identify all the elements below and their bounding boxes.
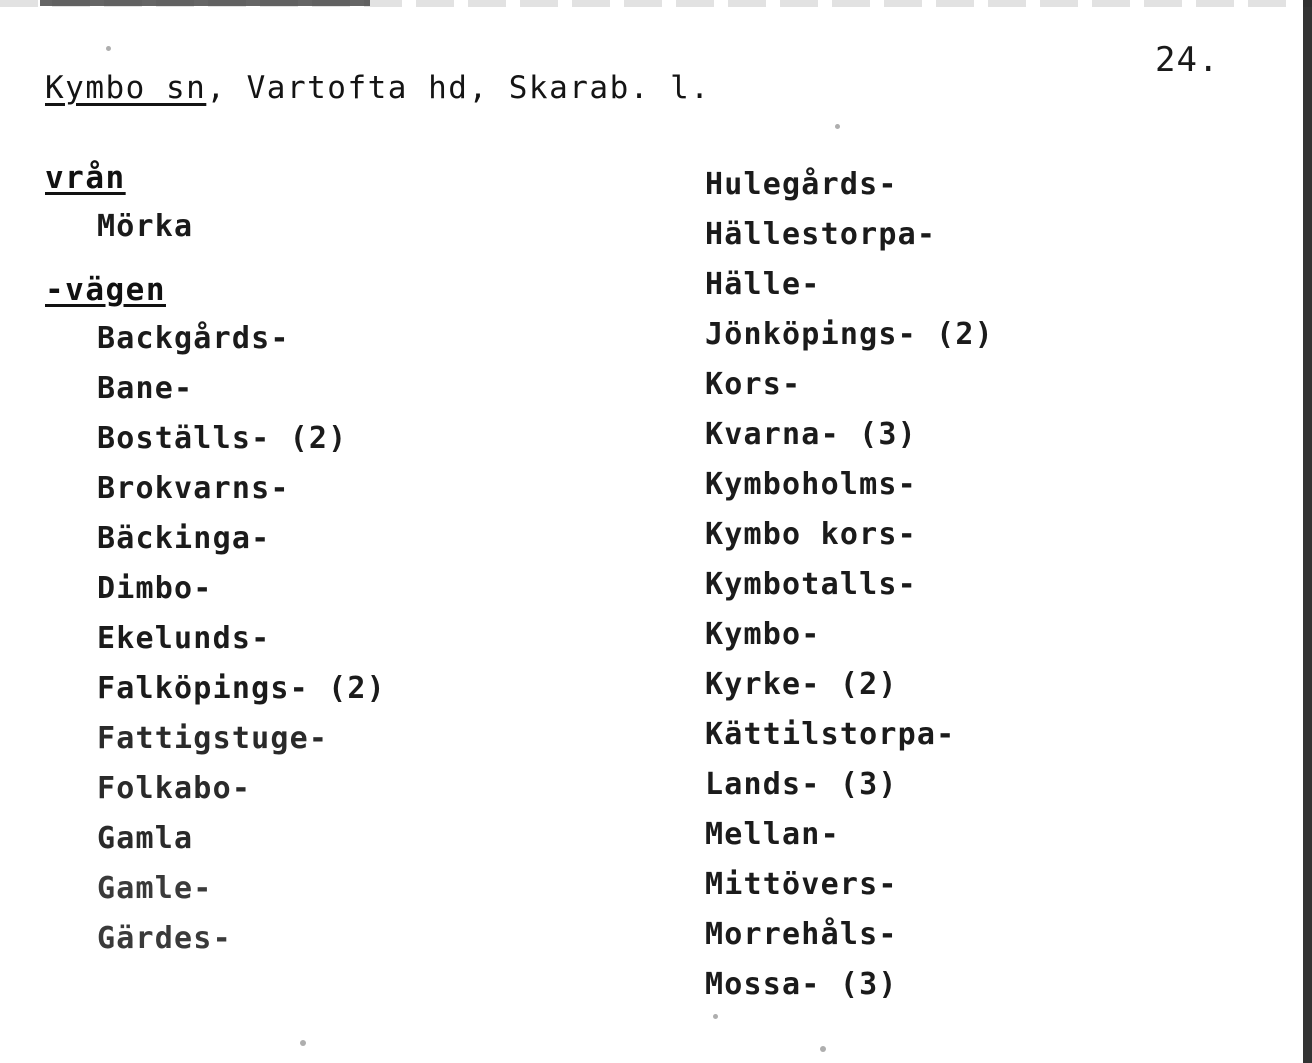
scan-speck bbox=[713, 1014, 718, 1019]
list-item: Kymboholms- bbox=[705, 467, 917, 502]
list-item: Mittövers- bbox=[705, 867, 898, 902]
list-item: Kättilstorpa- bbox=[705, 717, 956, 752]
scan-speck bbox=[106, 46, 111, 51]
page-title-rest: , Vartofta hd, Skarab. l. bbox=[206, 70, 711, 106]
scan-edge-right-inner-artifact bbox=[1297, 0, 1303, 1063]
list-item: Mörka bbox=[97, 209, 194, 244]
list-item: Kyrke- (2) bbox=[705, 667, 898, 702]
list-item: Fattigstuge- bbox=[97, 721, 329, 756]
list-item: Brokvarns- bbox=[97, 471, 290, 506]
entry-list-vagen-continued bbox=[705, 160, 1265, 1010]
entry-list-vran bbox=[45, 202, 705, 252]
list-item: Morrehåls- bbox=[705, 917, 898, 952]
list-item: Kymbotalls- bbox=[705, 567, 917, 602]
list-item: Hälle- bbox=[705, 267, 821, 302]
list-item: Folkabo- bbox=[97, 771, 252, 806]
list-item: Falköpings- (2) bbox=[97, 671, 386, 706]
group-vagen bbox=[45, 272, 705, 964]
group-title-vagen: -vägen bbox=[45, 272, 166, 308]
list-item: Dimbo- bbox=[97, 571, 213, 606]
list-item: Hällestorpa- bbox=[705, 217, 937, 252]
list-item: Kvarna- (3) bbox=[705, 417, 917, 452]
scan-edge-right-artifact bbox=[1303, 0, 1312, 1063]
list-item: Bane- bbox=[97, 371, 194, 406]
scan-speck bbox=[820, 1046, 826, 1052]
list-item: Mossa- (3) bbox=[705, 967, 898, 1002]
page-title bbox=[45, 70, 710, 106]
list-item: Backgårds- bbox=[97, 321, 290, 356]
scan-speck bbox=[835, 124, 840, 129]
group-title-vran: vrån bbox=[45, 160, 126, 196]
entry-list-vagen bbox=[45, 314, 705, 964]
list-item: Kymbo- bbox=[705, 617, 821, 652]
entry-columns bbox=[45, 160, 1275, 1010]
list-item: Bäckinga- bbox=[97, 521, 271, 556]
left-column bbox=[45, 160, 705, 1010]
scan-edge-top-dark-artifact bbox=[40, 0, 370, 6]
list-item: Kors- bbox=[705, 367, 802, 402]
list-item: Gärdes- bbox=[97, 921, 232, 956]
list-item: Gamla bbox=[97, 821, 194, 856]
list-item: Ekelunds- bbox=[97, 621, 271, 656]
scan-speck bbox=[300, 1040, 306, 1046]
list-item: Lands- (3) bbox=[705, 767, 898, 802]
group-vran bbox=[45, 160, 705, 252]
list-item: Mellan- bbox=[705, 817, 840, 852]
page-title-parish: Kymbo sn bbox=[45, 70, 207, 106]
list-item: Gamle- bbox=[97, 871, 213, 906]
right-column bbox=[705, 160, 1265, 1010]
list-item: Boställs- (2) bbox=[97, 421, 348, 456]
list-item: Jönköpings- (2) bbox=[705, 317, 994, 352]
list-item: Hulegårds- bbox=[705, 167, 898, 202]
list-item: Kymbo kors- bbox=[705, 517, 917, 552]
page-number: 24. bbox=[1155, 40, 1220, 80]
